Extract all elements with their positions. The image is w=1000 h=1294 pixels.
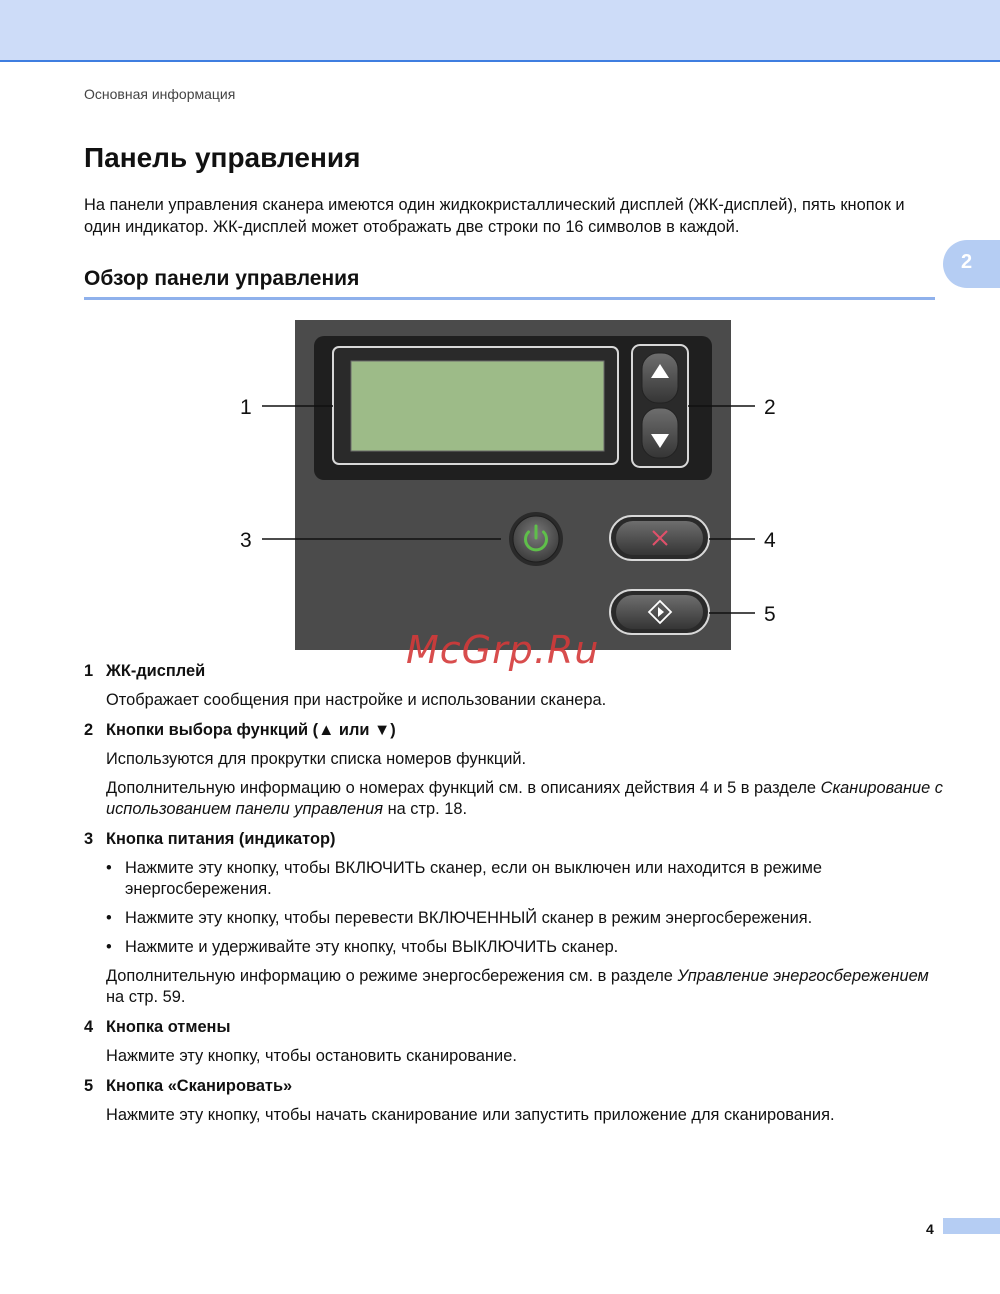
item-heading [84, 719, 944, 741]
bullet-item [106, 937, 944, 958]
watermark: McGrp.Ru [406, 628, 600, 672]
item-number: 5 [84, 1077, 94, 1095]
item-number: 1 [84, 662, 94, 680]
item-heading [84, 1016, 944, 1038]
cross-reference-link[interactable]: Сканирование с использованием панели управления [106, 779, 943, 818]
item-title: Кнопка питания (индикатор) [106, 830, 336, 848]
page-number: 4 [926, 1221, 934, 1237]
item-number: 4 [84, 1018, 94, 1036]
item-heading [84, 1075, 944, 1097]
lcd-screen [351, 361, 604, 451]
item-number: 2 [84, 721, 94, 739]
item-title: ЖК-дисплей [106, 662, 206, 680]
cross-reference-link[interactable]: Управление энергосбережением [677, 967, 929, 985]
text-run: на стр. 18. [383, 800, 468, 818]
item-paragraph: Нажмите эту кнопку, чтобы начать сканирование или запустить приложение для сканирования. [106, 1106, 835, 1124]
header-band [0, 0, 1000, 62]
callout-3: 3 [240, 529, 252, 552]
callout-2: 2 [764, 396, 776, 419]
chapter-number: 2 [961, 251, 973, 273]
bullet-text: Нажмите и удерживайте эту кнопку, чтобы ВЫКЛЮЧИТЬ сканер. [125, 938, 619, 956]
item-paragraph [106, 966, 944, 1008]
text-run: Дополнительную информацию о номерах функций см. в описаниях действия 4 и 5 в разделе [106, 779, 821, 797]
running-head: Основная информация [84, 86, 236, 102]
callout-1: 1 [240, 396, 252, 419]
intro-paragraph: На панели управления сканера имеются один жидкокристаллический дисплей (ЖК-дисплей), пять кнопок и один индикатор. ЖК-дисплей может отображать две строки по 16 символов в каждой. [84, 196, 905, 236]
item-number: 3 [84, 830, 94, 848]
control-panel-figure [230, 318, 810, 659]
section-rule [84, 297, 935, 300]
text-run: на стр. 59. [106, 988, 186, 1006]
item-paragraph: Отображает сообщения при настройке и использовании сканера. [106, 691, 607, 709]
item-paragraph: Используются для прокрутки списка номеров функций. [106, 750, 527, 768]
chapter-tab [943, 240, 1000, 288]
page-title: Панель управления [84, 142, 361, 173]
item-paragraph: Нажмите эту кнопку, чтобы остановить сканирование. [106, 1047, 517, 1065]
page-tab [943, 1218, 1000, 1234]
item-title: Кнопка «Сканировать» [106, 1077, 293, 1095]
bullet-item [106, 908, 944, 929]
section-title: Обзор панели управления [84, 267, 360, 290]
down-button [642, 408, 678, 458]
bullet-icon: • [106, 938, 112, 956]
text-run: Дополнительную информацию о режиме энергосбережения см. в разделе [106, 967, 678, 985]
bullet-icon: • [106, 859, 112, 877]
bullet-icon: • [106, 909, 112, 927]
callout-5: 5 [764, 603, 776, 626]
item-title: Кнопка отмены [106, 1018, 231, 1036]
item-list [84, 660, 944, 1126]
item-heading [84, 828, 944, 850]
callout-4: 4 [764, 529, 776, 552]
item-title: Кнопки выбора функций (▲ или ▼) [106, 721, 396, 739]
bullet-item [106, 858, 944, 900]
item-paragraph [106, 778, 944, 820]
item-heading [84, 660, 944, 682]
bullet-text: Нажмите эту кнопку, чтобы ВКЛЮЧИТЬ сканер, если он выключен или находится в режиме энергосбережения. [125, 859, 822, 898]
bullet-text: Нажмите эту кнопку, чтобы перевести ВКЛЮЧЕННЫЙ сканер в режим энергосбережения. [125, 909, 813, 927]
